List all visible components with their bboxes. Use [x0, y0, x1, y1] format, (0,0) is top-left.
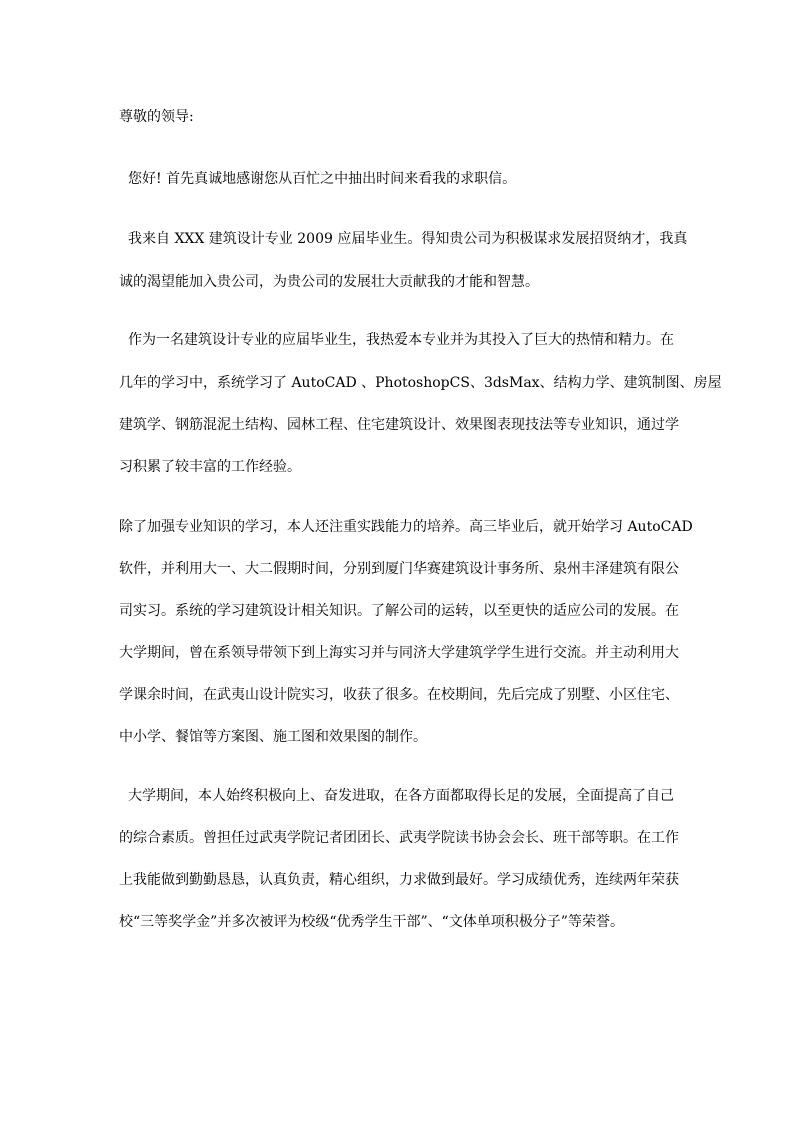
paragraph-campus-line-1: 大学期间，本人始终积极向上、奋发进取，在各方面都取得长足的发展，全面提高了自己	[128, 788, 674, 804]
paragraph-campus-line-3: 上我能做到勤勤恳恳，认真负责，精心组织，力求做到最好。学习成绩优秀，连续两年荣获	[119, 872, 679, 888]
paragraph-practice-line-6: 中小学、餐馆等方案图、施工图和效果图的制作。	[119, 729, 427, 745]
paragraph-study-line-4: 习积累了较丰富的工作经验。	[119, 459, 301, 475]
paragraph-study-line-1: 作为一名建筑设计专业的应届毕业生，我热爱本专业并为其投入了巨大的热情和精力。在	[128, 332, 674, 348]
paragraph-practice-line-2: 软件，并利用大一、大二假期时间，分别到厦门华赛建筑设计事务所、泉州丰泽建筑有限公	[119, 561, 679, 577]
paragraph-practice-line-1: 除了加强专业知识的学习，本人还注重实践能力的培养。高三毕业后，就开始学习 AutoCAD	[119, 519, 693, 535]
paragraph-campus-line-4: 校“三等奖学金”并多次被评为校级“优秀学生干部”、“文体单项积极分子”等荣誉。	[119, 914, 624, 930]
paragraph-campus-line-2: 的综合素质。曾担任过武夷学院记者团团长、武夷学院读书协会会长、班干部等职。在工作	[119, 830, 679, 846]
paragraph-intro-line-1: 我来自 XXX 建筑设计专业 2009 应届毕业生。得知贵公司为积极谋求发展招贤纳才，我真	[128, 231, 688, 247]
paragraph-intro-line-2: 诚的渴望能加入贵公司，为贵公司的发展壮大贡献我的才能和智慧。	[119, 274, 539, 290]
paragraph-practice-line-4: 大学期间，曾在系领导带领下到上海实习并与同济大学建筑学学生进行交流。并主动利用大	[119, 645, 679, 661]
paragraph-practice-line-3: 司实习。系统的学习建筑设计相关知识。了解公司的运转，以至更快的适应公司的发展。在	[119, 603, 679, 619]
paragraph-study-line-2: 几年的学习中，系统学习了 AutoCAD 、PhotoshopCS、3dsMax、结构力学、建筑制图、房屋	[119, 375, 722, 391]
greeting-line: 您好! 首先真诚地感谢您从百忙之中抽出时间来看我的求职信。	[128, 171, 517, 187]
paragraph-study-line-3: 建筑学、钢筋混泥土结构、园林工程、住宅建筑设计、效果图表现技法等专业知识，通过学	[119, 417, 679, 433]
paragraph-practice-line-5: 学课余时间，在武夷山设计院实习，收获了很多。在校期间，先后完成了别墅、小区住宅、	[119, 687, 679, 703]
salutation: 尊敬的领导:	[119, 109, 194, 125]
